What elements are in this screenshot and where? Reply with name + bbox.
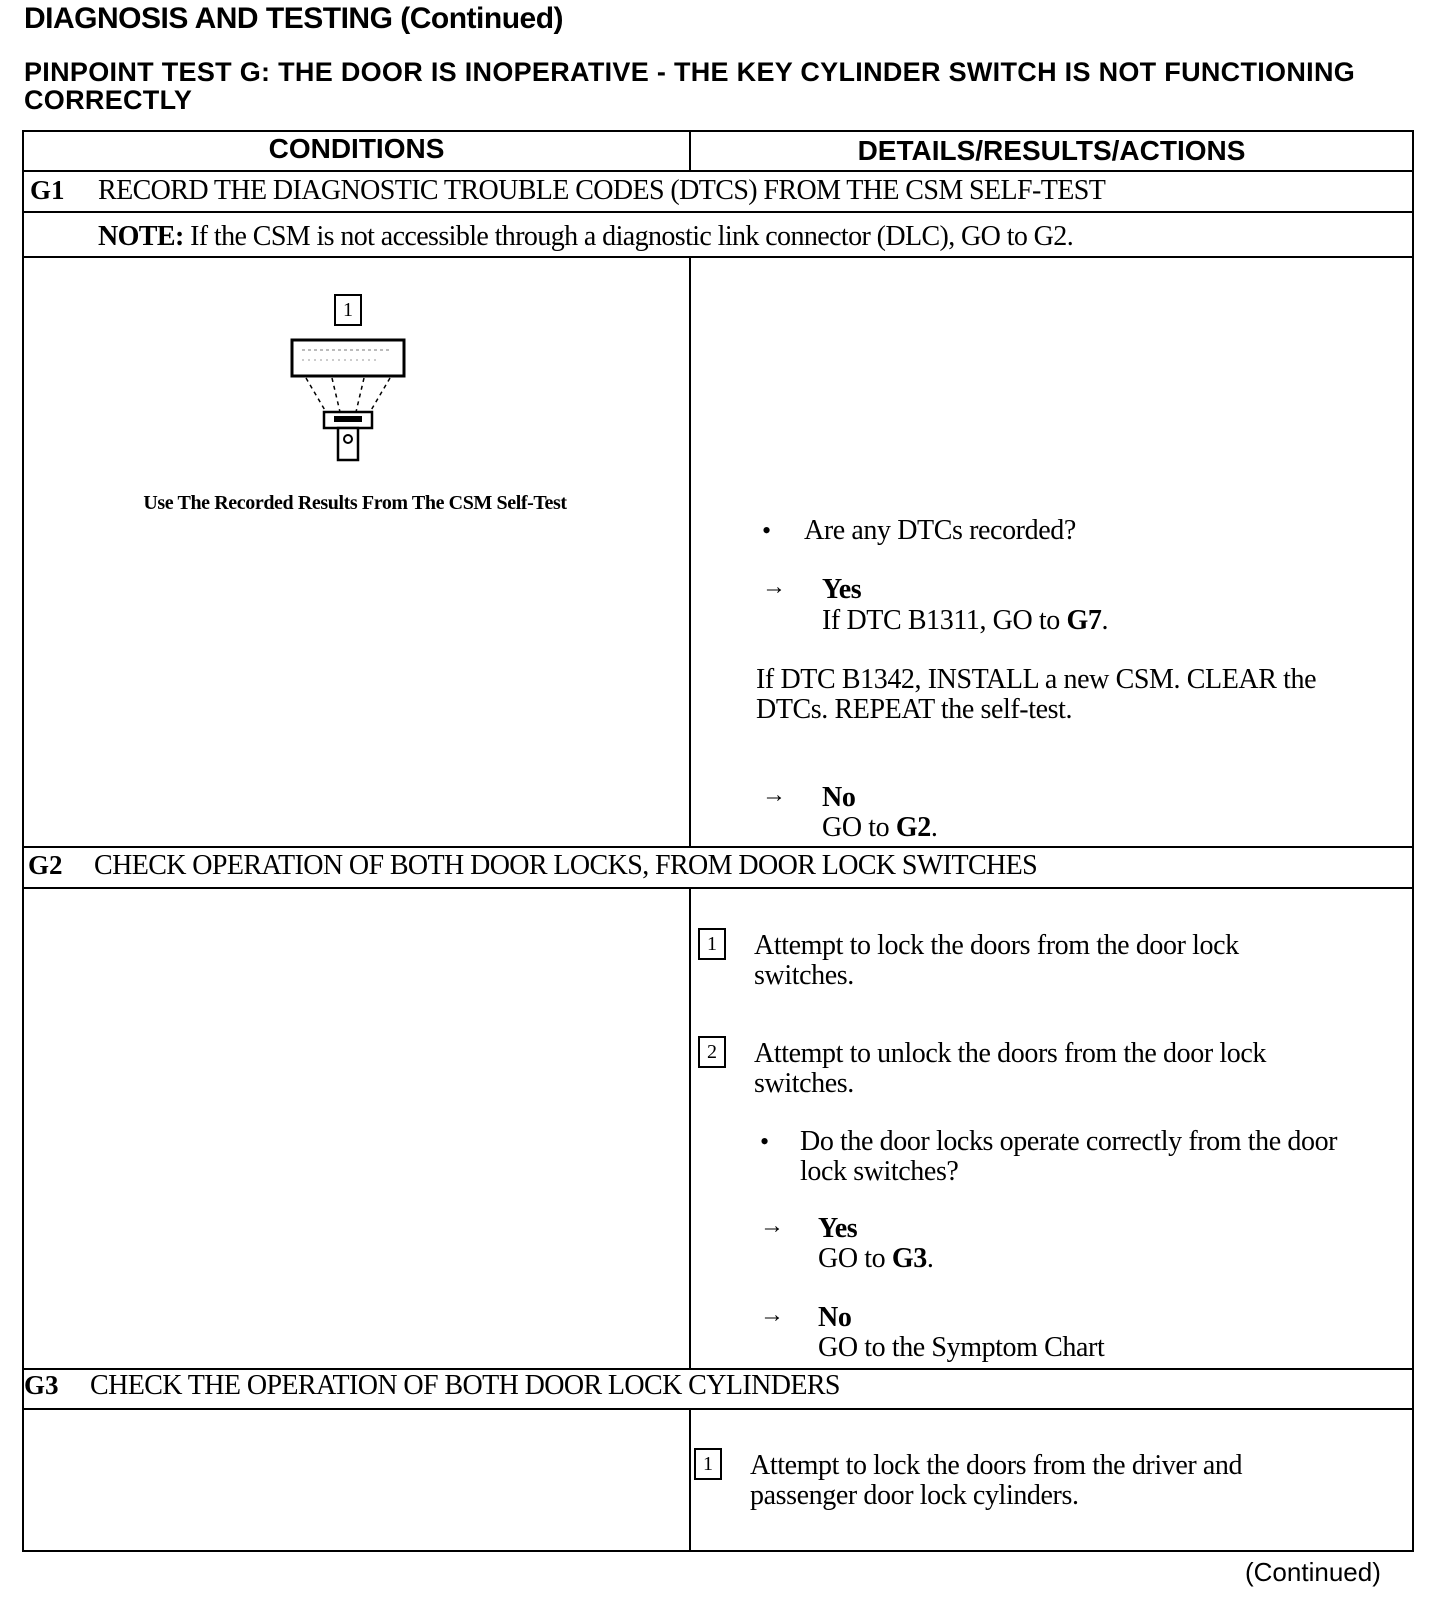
continued-footer: (Continued) — [1245, 1557, 1381, 1587]
g2-yes-arrow-icon: → — [760, 1213, 784, 1239]
g2-step1-text: Attempt to lock the doors from the door lock switches. — [754, 930, 1239, 991]
g2-step-title: CHECK OPERATION OF BOTH DOOR LOCKS, FROM DOOR LOCK SWITCHES — [94, 850, 1038, 881]
g1-yes-action-prefix: If DTC B1311, GO to — [822, 605, 1067, 636]
g3-step1-text: Attempt to lock the doors from the driver and passenger door lock cylinders. — [750, 1450, 1243, 1511]
g2-step-id: G2 — [28, 850, 63, 880]
g1-no-action-suffix: . — [930, 812, 938, 843]
g1-note-text: If the CSM is not accessible through a diagnostic link connector (DLC), GO to G2. — [183, 221, 1074, 252]
g2-yes-label: Yes — [818, 1213, 858, 1244]
g1-yes-action — [822, 606, 1108, 636]
g1-no-action-target: G2 — [895, 812, 931, 843]
g1-step-title: RECORD THE DIAGNOSTIC TROUBLE CODES (DTCS) FROM THE CSM SELF-TEST — [98, 175, 1106, 206]
g2-no-arrow-icon: → — [760, 1302, 784, 1328]
g1-column-divider — [689, 256, 691, 847]
g1-figure-caption: Use The Recorded Results From The CSM Self-Test — [143, 492, 567, 514]
g1-title-rule — [22, 211, 1414, 213]
g1-yes-arrow-icon: → — [762, 574, 786, 600]
g2-no-label: No — [818, 1302, 852, 1333]
g1-note — [98, 221, 1073, 253]
g3-column-divider — [689, 1408, 691, 1552]
g2-step1-number: 1 — [698, 928, 726, 960]
scan-tool-icon — [280, 330, 420, 466]
g1-no-action-prefix: GO to — [822, 812, 896, 843]
g2-no-action: GO to the Symptom Chart — [818, 1332, 1105, 1363]
g2-title-rule — [22, 887, 1414, 889]
g2-question: Do the door locks operate correctly from the door lock switches? — [800, 1126, 1338, 1187]
g1-extra-action: If DTC B1342, INSTALL a new CSM. CLEAR the DTCs. REPEAT the self-test. — [756, 664, 1317, 725]
pinpoint-table — [22, 130, 1414, 1552]
g2-yes-action — [818, 1244, 933, 1274]
g1-no-action — [822, 813, 937, 843]
g2-column-divider — [689, 887, 691, 1369]
g3-step-title: CHECK THE OPERATION OF BOTH DOOR LOCK CYLINDERS — [90, 1370, 840, 1401]
g2-yes-action-suffix: . — [926, 1243, 934, 1274]
g3-title-rule — [22, 1408, 1414, 1410]
g1-note-label: NOTE: — [98, 221, 184, 252]
g1-yes-action-suffix: . — [1101, 605, 1109, 636]
header-rule — [22, 170, 1414, 172]
g3-step-id: G3 — [24, 1370, 59, 1400]
g2-top-rule — [22, 846, 1414, 848]
g2-bullet-icon: • — [760, 1127, 770, 1156]
g1-bullet-icon: • — [762, 516, 772, 545]
g2-yes-action-prefix: GO to — [818, 1243, 892, 1274]
g2-step2-text: Attempt to unlock the doors from the door lock switches. — [754, 1038, 1266, 1099]
conditions-header: CONDITIONS — [268, 133, 445, 164]
details-header: DETAILS/RESULTS/ACTIONS — [857, 135, 1246, 166]
g1-yes-action-target: G7 — [1066, 605, 1102, 636]
g1-question: Are any DTCs recorded? — [804, 515, 1076, 546]
page-title: DIAGNOSIS AND TESTING (Continued) — [24, 2, 564, 35]
g3-step1-number: 1 — [694, 1448, 722, 1480]
g1-yes-label: Yes — [822, 574, 862, 605]
g2-step2-number: 2 — [698, 1036, 726, 1068]
g1-figure-number: 1 — [334, 294, 362, 326]
pinpoint-test-title: PINPOINT TEST G: THE DOOR IS INOPERATIVE - THE KEY CYLINDER SWITCH IS NOT FUNCTIONING CORRECTLY — [24, 57, 1356, 115]
g1-no-arrow-icon: → — [762, 782, 786, 808]
g2-yes-action-target: G3 — [891, 1243, 927, 1274]
g1-note-rule — [22, 256, 1414, 258]
g1-no-label: No — [822, 782, 856, 813]
g1-step-id: G1 — [30, 175, 65, 205]
